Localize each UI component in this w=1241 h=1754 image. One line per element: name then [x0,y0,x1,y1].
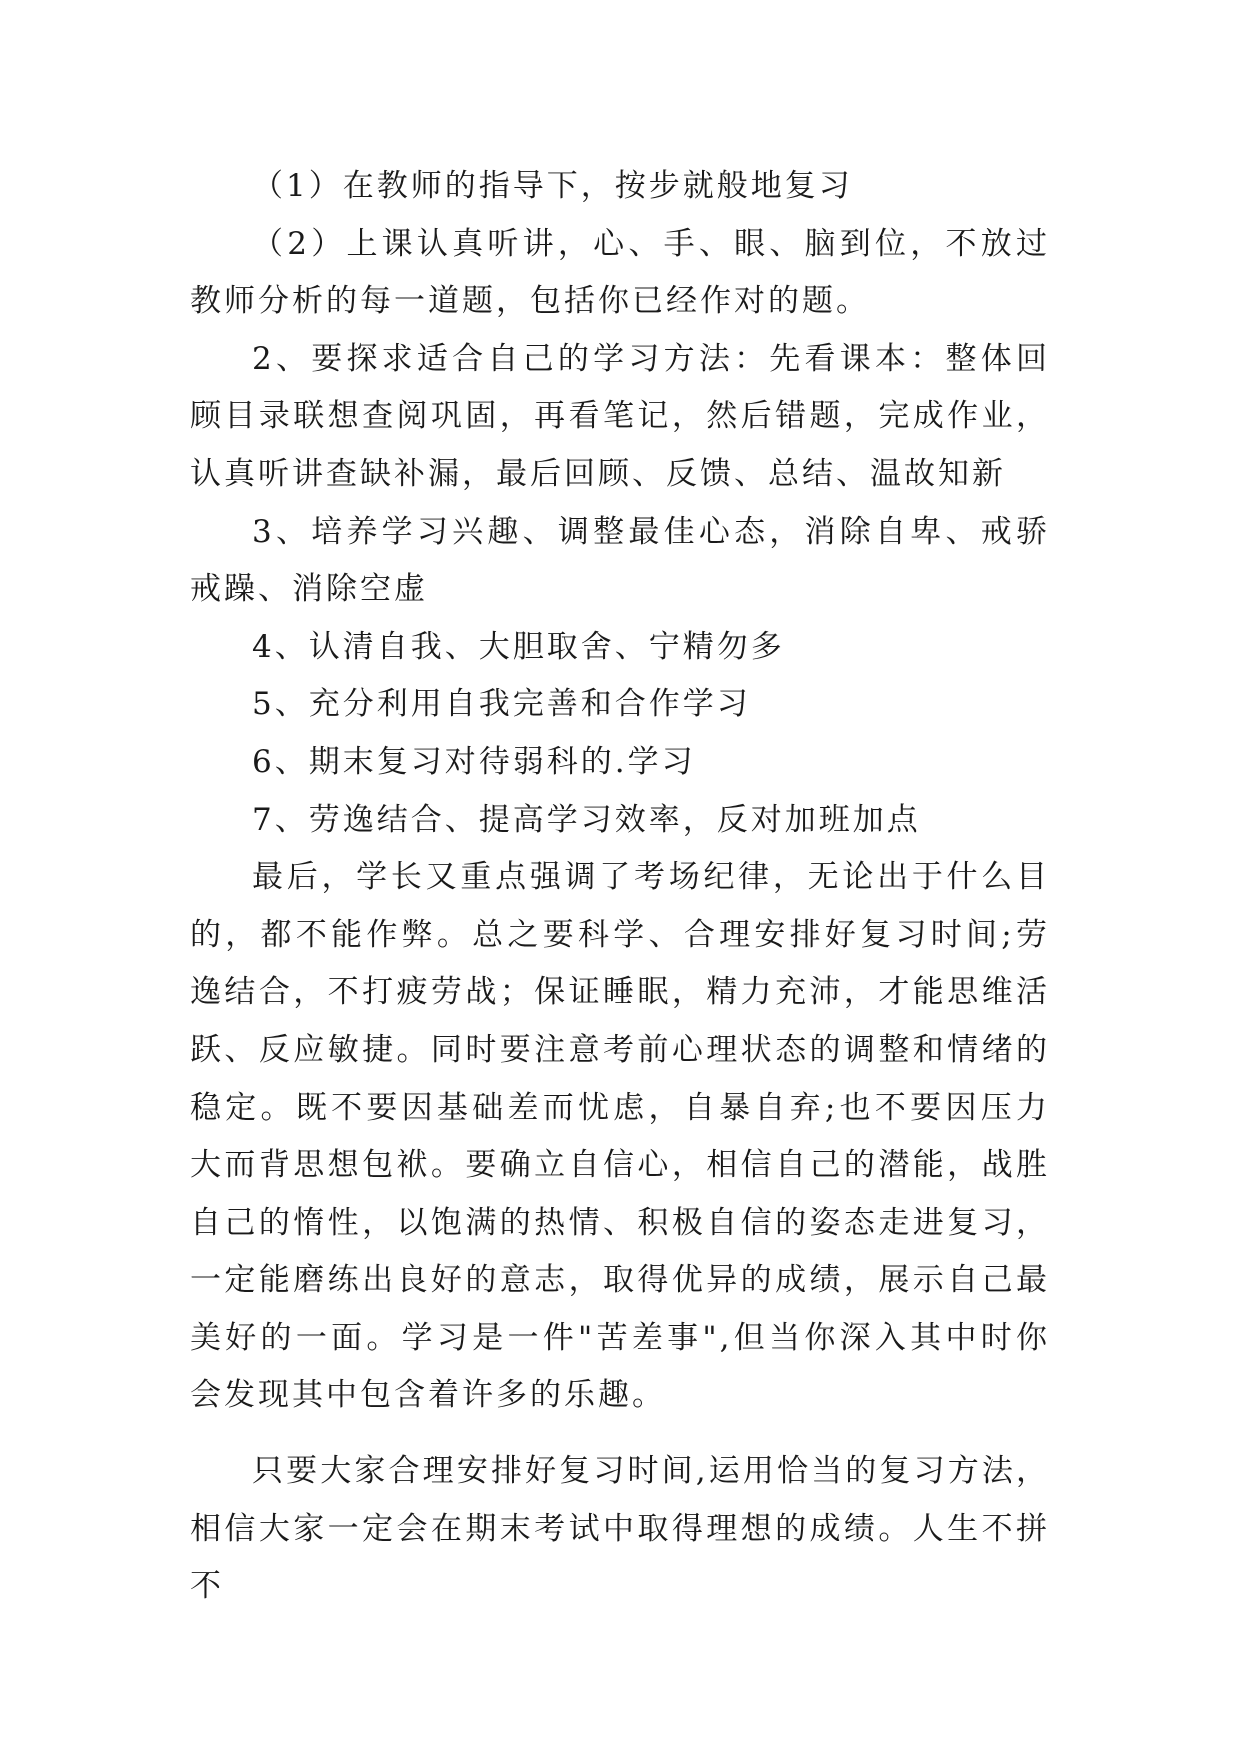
document-body [190,158,1050,1616]
paragraph-item-3: 2、要探求适合自己的学习方法：先看课本：整体回顾目录联想查阅巩固，再看笔记，然后错题，完成作业，认真听讲查缺补漏，最后回顾、反馈、总结、温故知新 [190,340,1050,492]
paragraph-item-1: （1）在教师的指导下，按步就般地复习 [252,168,853,204]
paragraph-conclusion: 最后，学长又重点强调了考场纪律，无论出于什么目的，都不能作弊。总之要科学、合理安排好复习时间;劳逸结合，不打疲劳战；保证睡眠，精力充沛，才能思维活跃、反应敏捷。同时要注意考前心理状态的调整和情绪的稳定。既不要因基础差而忧虑，自暴自弃;也不要因压力大而背思想包袱。要确立自信心，相信自己的潜能，战胜自己的惰性，以饱满的热情、积极自信的姿态走进复习，一定能磨练出良好的意志，取得优异的成绩，展示自己最美好的一面。学习是一件"苦差事",但当你深入其中时你会发现其中包含着许多的乐趣。 [190,859,1050,1414]
paragraph-item-5: 4、认清自我、大胆取舍、宁精勿多 [252,628,785,665]
paragraph-closing: 只要大家合理安排好复习时间,运用恰当的复习方法，相信大家一定会在期末考试中取得理想的成绩。人生不拼不 [190,1453,1050,1605]
paragraph-item-4: 3、培养学习兴趣、调整最佳心态，消除自卑、戒骄戒躁、消除空虚 [190,513,1050,608]
paragraph-item-7: 6、期末复习对待弱科的.学习 [252,743,696,780]
paragraph-item-8: 7、劳逸结合、提高学习效率，反对加班加点 [252,801,921,838]
paragraph-item-6: 5、充分利用自我完善和合作学习 [252,686,751,723]
paragraph-item-2: （2）上课认真听讲，心、手、眼、脑到位，不放过教师分析的每一道题，包括你已经作对的题。 [190,225,1050,320]
